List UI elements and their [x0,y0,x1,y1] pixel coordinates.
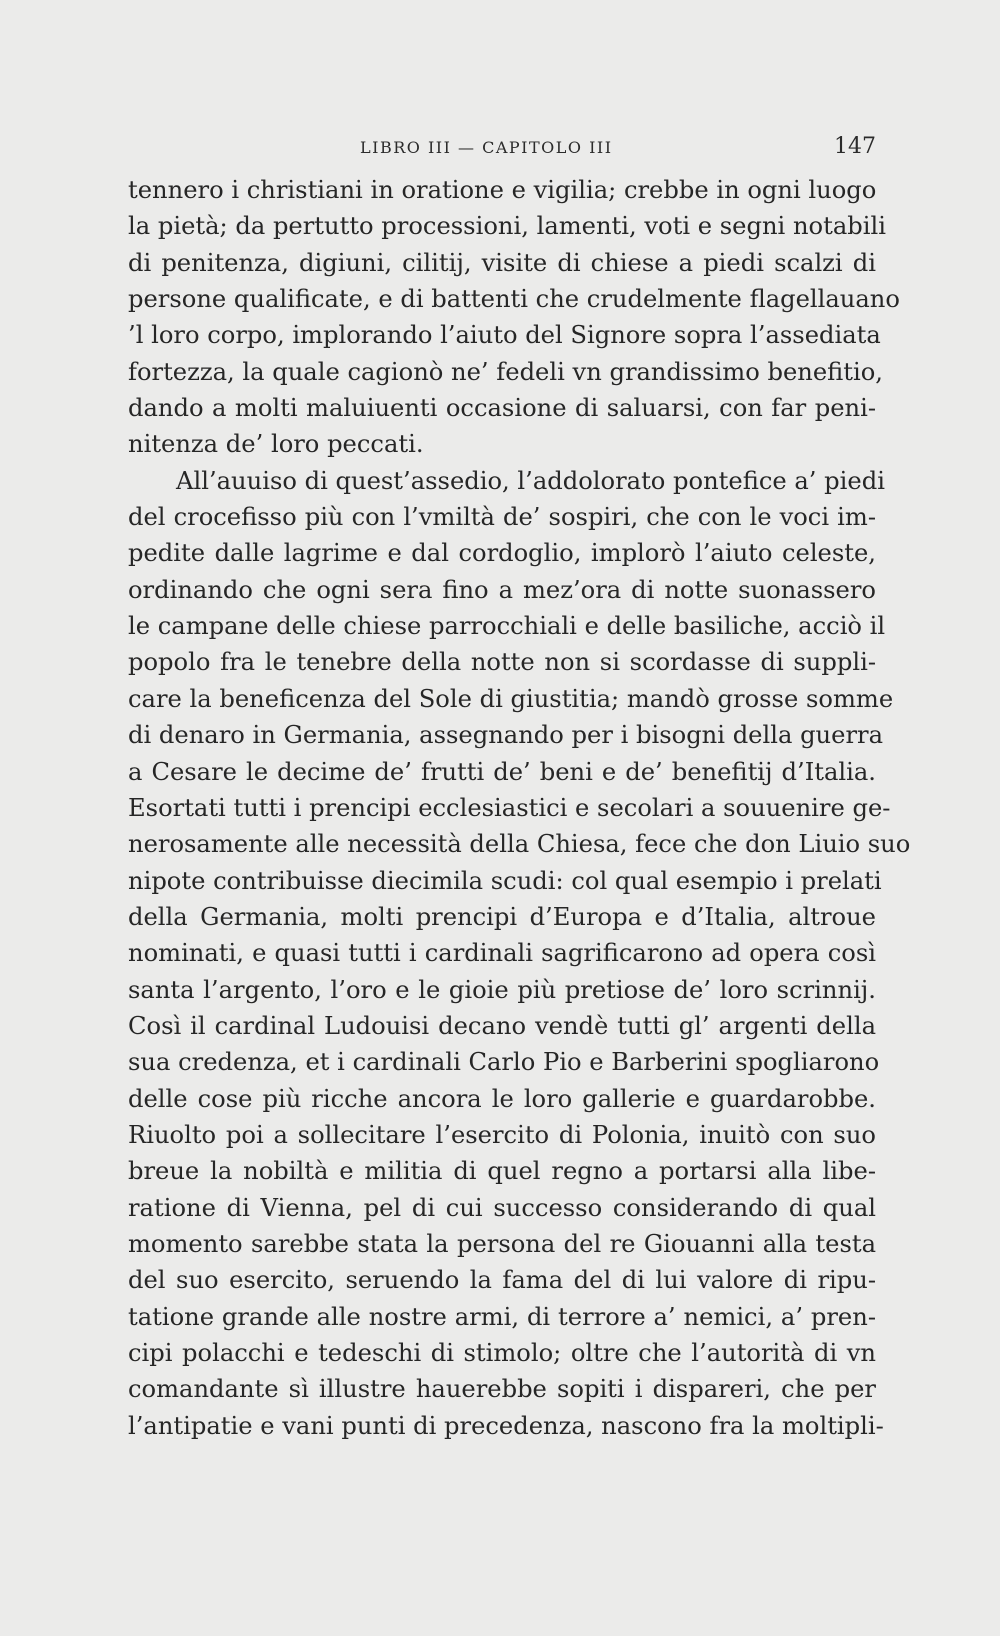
text-line: del suo esercito, seruendo la fama del di lui valore di ripu- [128,1266,876,1295]
text-line: di denaro in Germania, assegnando per i bisogni della guerra [128,721,883,750]
text-line: cipi polacchi e tedeschi di stimolo; oltre che l’autorità di vn [128,1339,876,1367]
body-text [128,172,911,1444]
page-number: 147 [834,134,876,159]
text-line: momento sarebbe stata la persona del re Giouanni alla testa [128,1229,876,1258]
text-line: del crocefisso più con l’vmiltà de’ sospiri, che con le voci im- [128,503,876,532]
text-line: di penitenza, digiuni, cilitij, visite di chiese a piedi scalzi di [128,248,876,277]
text-line: l’antipatie e vani punti di precedenza, nascono fra la moltipli- [128,1411,884,1440]
text-line: della Germania, molti prencipi d’Europa e d’Italia, altroue [128,902,876,931]
text-line: pedite dalle lagrime e dal cordoglio, implorò l’aiuto celeste, [128,539,876,568]
text-line: Così il cardinal Ludouisi decano vendè tutti gl’ argenti della [128,1011,876,1040]
running-head: LIBRO III — CAPITOLO III [360,138,613,157]
text-line: popolo fra le tenebre della notte non si scordasse di suppli- [128,648,876,677]
text-line: a Cesare le decime de’ frutti de’ beni e de’ benefitij d’Italia. [128,757,876,786]
text-line: breue la nobiltà e militia di quel regno a portarsi alla libe- [128,1157,876,1186]
text-line: nitenza de’ loro peccati. [128,430,424,459]
paragraph-start-line: All’auuiso di quest’assedio, l’addolorato pontefice a’ piedi [176,466,885,495]
text-line: ’l loro corpo, implorando l’aiuto del Signore sopra l’assediata [128,321,881,350]
text-line: la pietà; da pertutto processioni, lamenti, voti e segni notabili [128,212,886,241]
text-line: sua credenza, et i cardinali Carlo Pio e Barberini spogliarono [128,1048,880,1077]
text-line: ratione di Vienna, pel di cui successo considerando di qual [128,1193,876,1222]
text-line: delle cose più ricche ancora le loro gallerie e guardarobbe. [128,1084,876,1113]
text-line: santa l’argento, l’oro e le gioie più pretiose de’ loro scrinnij. [128,975,876,1004]
text-line: dando a molti maluiuenti occasione di saluarsi, con far peni- [128,394,876,423]
text-line: tennero i christiani in oratione e vigilia; crebbe in ogni luogo [128,176,877,204]
text-line: Riuolto poi a sollecitare l’esercito di Polonia, inuitò con suo [128,1120,876,1149]
text-line: nipote contribuisse diecimila scudi: col qual esempio i prelati [128,866,882,895]
text-line: Esortati tutti i prencipi ecclesiastici e secolari a souuenire ge- [128,793,891,822]
text-line: le campane delle chiese parrocchiali e delle basiliche, acciò il [128,612,886,641]
page-header [128,134,876,164]
text-line: persone qualificate, e di battenti che crudelmente flagellauano [128,285,900,314]
text-line: care la beneficenza del Sole di giustitia; mandò grosse somme [128,684,894,713]
text-line: tatione grande alle nostre armi, di terrore a’ nemici, a’ pren- [128,1302,876,1331]
text-line: nominati, e quasi tutti i cardinali sagrificarono ad opera così [128,939,876,968]
text-line: ordinando che ogni sera fino a mez’ora di notte suonassero [128,575,876,604]
text-line: fortezza, la quale cagionò ne’ fedeli vn grandissimo benefitio, [128,357,883,386]
text-line: nerosamente alle necessità della Chiesa, fece che don Liuio suo [128,830,911,859]
text-line: comandante sì illustre hauerebbe sopiti i dispareri, che per [128,1375,876,1404]
